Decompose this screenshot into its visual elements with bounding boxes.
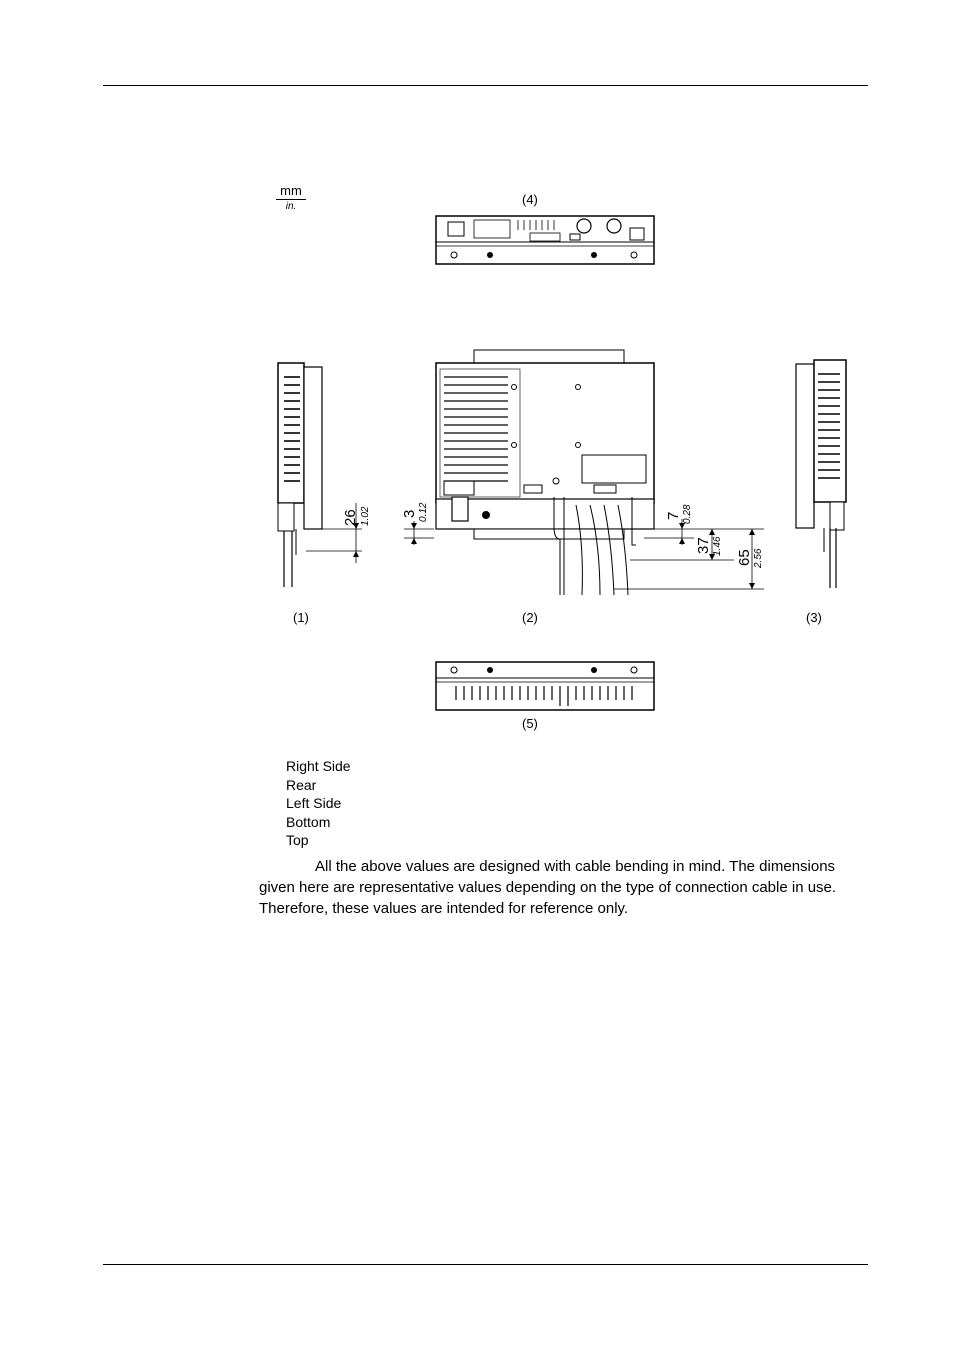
view-5-caption: (5) [522,716,538,731]
view-3-left-side-drawing [790,352,854,594]
view-3-caption: (3) [806,610,822,625]
dimension-3-label [398,500,434,536]
dim-37-mm: 37 [695,537,712,554]
dimension-7-label [662,496,698,532]
view-1-right-side-drawing [270,355,370,595]
legend-right-side: Right Side [286,758,351,774]
reference-note [259,856,859,919]
dim-65-in: 2.56 [753,548,764,568]
dim-26-in: 1.02 [360,506,371,526]
dim-3-mm: 3 [401,509,418,518]
view-4-caption: (4) [522,192,538,207]
view-5-bottom-drawing [434,660,656,714]
view-legend [286,757,351,850]
dim-26-mm: 26 [342,509,359,526]
footer-rule [103,1264,868,1265]
dim-65-mm: 65 [736,549,753,566]
reference-note-text: All the above values are designed with cable bending in mind. The dimensions given here are representative values depending on the type of connection cable in use. Therefore, these values are intended for reference only. [259,858,837,917]
dimension-65-label [733,536,769,572]
dim-3-in: 0.12 [418,502,429,522]
view-2-caption: (2) [522,610,538,625]
dimension-26-label [338,496,378,536]
dimension-37-label [692,528,728,564]
view-1-caption: (1) [293,610,309,625]
dim-7-in: 0.28 [682,504,693,524]
dim-7-mm: 7 [665,511,682,520]
legend-bottom: Bottom [286,813,331,830]
legend-rear: Rear [286,776,317,793]
unit-inch: in. [285,201,297,212]
legend-top: Top [286,832,309,849]
legend-left-side: Left Side [286,795,342,812]
unit-key [276,183,306,212]
header-rule [103,85,868,86]
view-4-top-drawing [434,214,656,266]
dim-37-in: 1.46 [712,536,723,556]
unit-mm: mm [276,183,306,200]
